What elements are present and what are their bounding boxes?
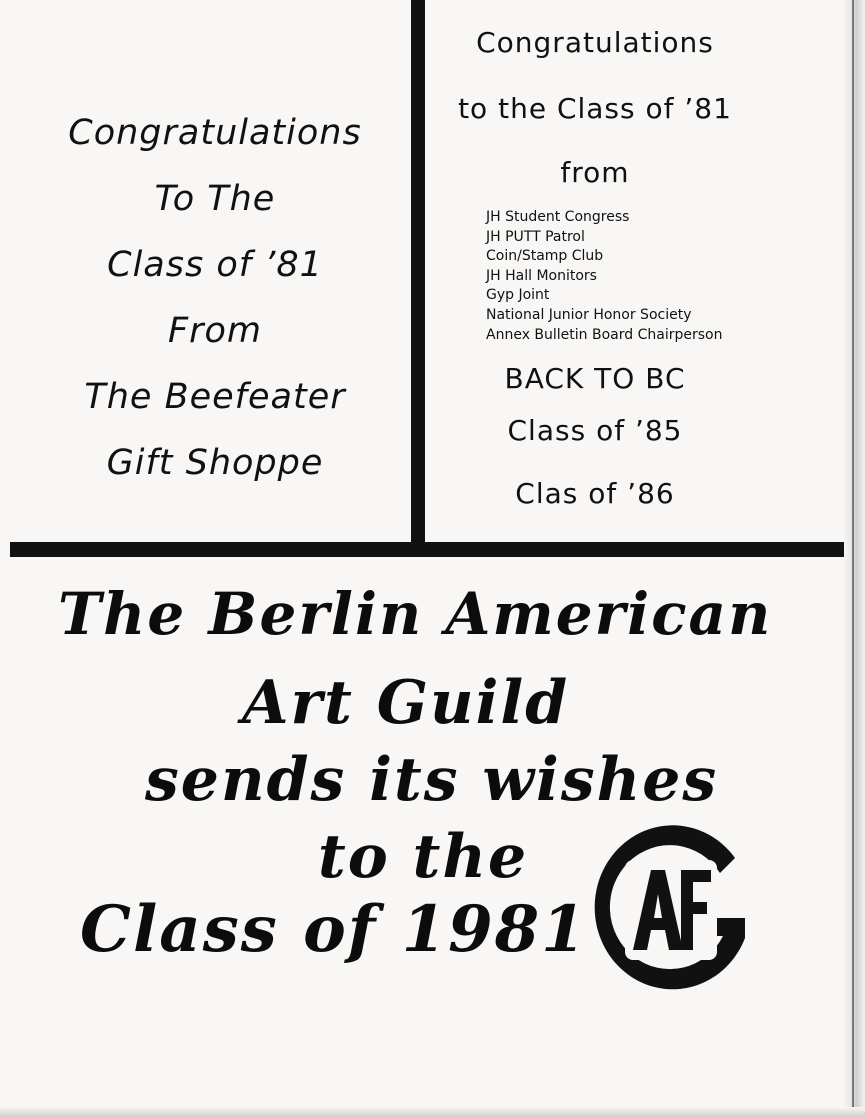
sponsor-item: JH Student Congress	[486, 209, 630, 225]
sponsor-item: JH PUTT Patrol	[486, 228, 585, 245]
page-edge-bottom	[0, 1107, 865, 1117]
sponsor-item: Annex Bulletin Board Chairperson	[486, 326, 723, 343]
sponsor-item: Coin/Stamp Club	[486, 248, 604, 265]
guild-ad-line: sends its wishes	[145, 745, 719, 815]
vertical-divider	[411, 0, 425, 548]
right-ad-heading: Congratulations	[476, 26, 714, 59]
art-guild-logo	[585, 818, 760, 1003]
right-ad-footer: BACK TO BC	[504, 362, 686, 395]
right-ad-footer: Clas of ’86	[515, 477, 675, 510]
left-ad-line: To The	[154, 179, 276, 219]
left-ad-line: From	[167, 311, 263, 351]
guild-ad-line: Class of 1981	[80, 892, 588, 967]
right-ad-subheading: to the Class of ’81	[458, 92, 732, 125]
sponsor-item: Gyp Joint	[486, 287, 550, 304]
horizontal-divider	[10, 542, 844, 557]
left-ad-line: Gift Shoppe	[106, 443, 324, 483]
guild-ad-line: to the	[318, 822, 529, 892]
sponsor-item: National Junior Honor Society	[486, 306, 692, 323]
left-ad-line: Congratulations	[68, 113, 362, 153]
page-edge-right	[843, 0, 865, 1117]
guild-ad-line: The Berlin American	[58, 580, 773, 648]
right-ad-footer: Class of ’85	[507, 414, 683, 447]
left-ad-line: The Beefeater	[84, 377, 346, 417]
guild-ad-line: Art Guild	[242, 668, 570, 738]
sponsor-list	[486, 208, 722, 345]
beefeater-ad	[30, 100, 400, 496]
sponsor-item: JH Hall Monitors	[486, 267, 597, 284]
right-ad-from: from	[560, 156, 630, 189]
left-ad-line: Class of ’81	[107, 245, 323, 285]
